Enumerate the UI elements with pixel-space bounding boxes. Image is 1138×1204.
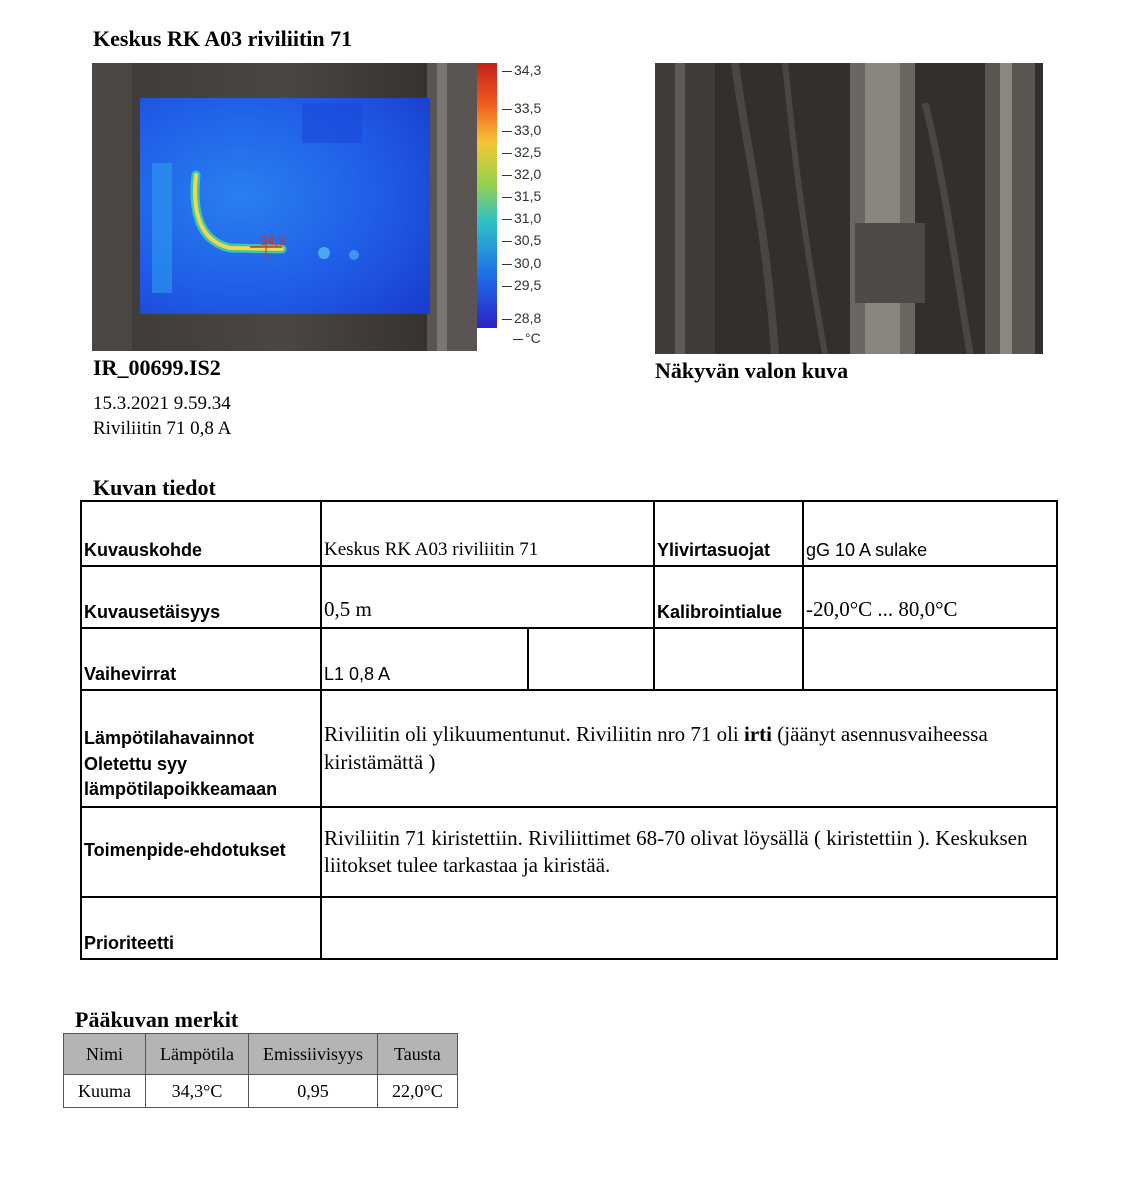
scale-label: 34,3 bbox=[502, 62, 541, 78]
value-kuvausetaisyys: 0,5 m bbox=[321, 566, 654, 628]
visible-image-caption: Näkyvän valon kuva bbox=[655, 358, 849, 383]
scale-label: 32,5 bbox=[502, 144, 541, 160]
scale-unit: °C bbox=[513, 330, 541, 346]
havainnot-text-end: (jäänyt asennusvaiheessa kiristämättä ) bbox=[324, 722, 988, 774]
marks-header: Lämpötila bbox=[146, 1034, 249, 1075]
label-vaihevirrat: Vaihevirrat bbox=[81, 628, 321, 690]
value-kalibrointialue: -20,0°C ... 80,0°C bbox=[803, 566, 1057, 628]
scale-label: 31,5 bbox=[502, 188, 541, 204]
scale-label: 30,0 bbox=[502, 255, 541, 271]
ir-filename: IR_00699.IS2 bbox=[93, 355, 221, 380]
label-ylivirtasuojat: Ylivirtasuojat bbox=[654, 501, 803, 566]
label-havainnot: Lämpötilahavainnot Oletettu syy lämpötilapoikkeamaan bbox=[81, 690, 321, 807]
visible-light-image bbox=[655, 63, 1043, 354]
marks-heading: Pääkuvan merkit bbox=[75, 1007, 239, 1032]
value-havainnot bbox=[321, 690, 1057, 807]
marks-cell: 34,3°C bbox=[146, 1075, 249, 1108]
info-table bbox=[80, 500, 1058, 960]
temperature-scale-labels bbox=[502, 60, 562, 350]
value-toimenpide: Riviliitin 71 kiristettiin. Riviliittimet 68-70 olivat löysällä ( kiristettiin ). Keskuksen liitokset tulee tarkastaa ja kiristää. bbox=[321, 807, 1057, 897]
scale-label: 31,0 bbox=[502, 210, 541, 226]
marks-table bbox=[63, 1033, 458, 1108]
page-title: Keskus RK A03 riviliitin 71 bbox=[93, 26, 353, 51]
marks-header: Nimi bbox=[64, 1034, 146, 1075]
label-prioriteetti: Prioriteetti bbox=[81, 897, 321, 959]
value-vaihevirrat: L1 0,8 A bbox=[321, 628, 528, 690]
temperature-scale-bar bbox=[477, 63, 497, 328]
label-kalibrointialue: Kalibrointialue bbox=[654, 566, 803, 628]
havainnot-bold: irti bbox=[744, 722, 773, 747]
value-ylivirtasuojat: gG 10 A sulake bbox=[803, 501, 1057, 566]
ir-note: Riviliitin 71 0,8 A bbox=[93, 418, 232, 439]
value-prioriteetti bbox=[321, 897, 1057, 959]
label-kuvausetaisyys: Kuvausetäisyys bbox=[81, 566, 321, 628]
scale-label: 29,5 bbox=[502, 277, 541, 293]
scale-label: 33,0 bbox=[502, 122, 541, 138]
marks-cell: 22,0°C bbox=[378, 1075, 458, 1108]
marks-cell: Kuuma bbox=[64, 1075, 146, 1108]
empty-cell bbox=[528, 628, 654, 690]
label-kuvauskohde: Kuvauskohde bbox=[81, 501, 321, 566]
hotspot-label: 34,3 bbox=[260, 233, 286, 248]
thermal-image bbox=[92, 63, 477, 351]
scale-label: 30,5 bbox=[502, 232, 541, 248]
scale-label: 28,8 bbox=[502, 310, 541, 326]
label-toimenpide: Toimenpide-ehdotukset bbox=[81, 807, 321, 897]
marks-header: Emissiivisyys bbox=[248, 1034, 377, 1075]
ir-date: 15.3.2021 9.59.34 bbox=[93, 393, 231, 414]
value-kuvauskohde: Keskus RK A03 riviliitin 71 bbox=[321, 501, 654, 566]
table-row bbox=[64, 1075, 458, 1108]
havainnot-text: Riviliitin oli ylikuumentunut. Riviliitin nro 71 oli bbox=[324, 722, 745, 747]
info-heading: Kuvan tiedot bbox=[93, 475, 216, 500]
marks-cell: 0,95 bbox=[248, 1075, 377, 1108]
scale-label: 32,0 bbox=[502, 166, 541, 182]
empty-cell bbox=[654, 628, 803, 690]
scale-label: 33,5 bbox=[502, 100, 541, 116]
marks-header: Tausta bbox=[378, 1034, 458, 1075]
empty-cell bbox=[803, 628, 1057, 690]
